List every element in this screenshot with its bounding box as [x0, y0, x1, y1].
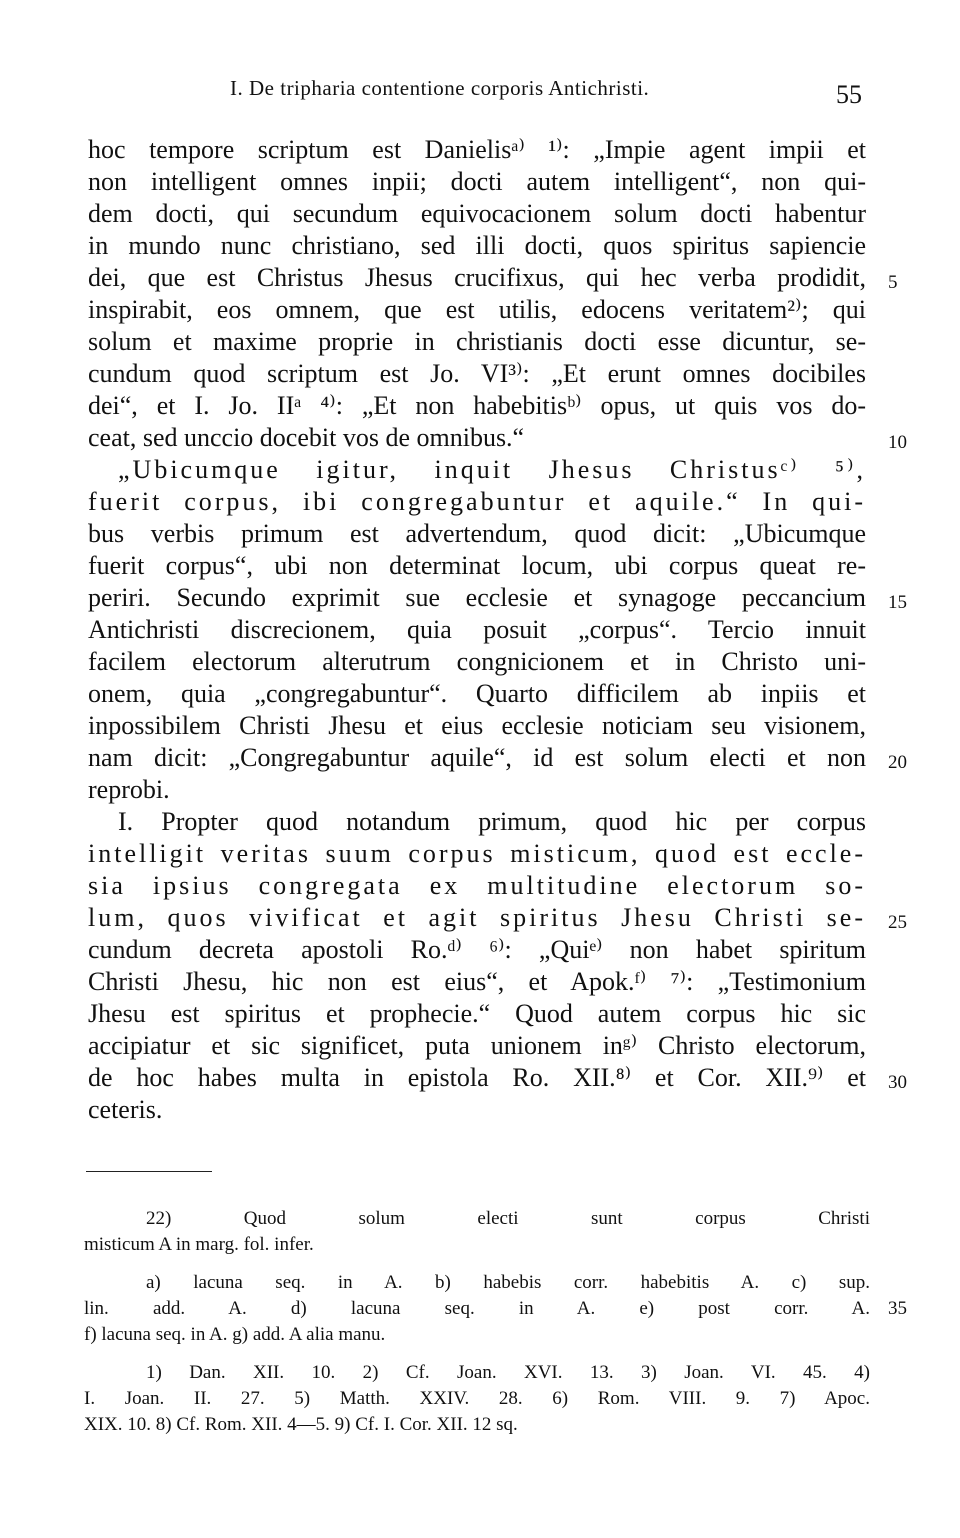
text-line: solum et maxime proprie in christianis docti esse dicuntur, se- [88, 327, 866, 356]
text-line: cundum decreta apostoli Ro.ᵈ⁾ ⁶⁾: „Quiᵉ⁾ non habet spiritum [88, 935, 866, 964]
footnote-rule [86, 1171, 212, 1172]
text-line: ceteris. [88, 1095, 163, 1124]
text-line: facilem electorum alterutrum congnicionem et in Christo uni- [88, 647, 866, 676]
text-line: sia ipsius congregata ex multitudine electorum so- [88, 871, 866, 900]
text-line: ceat, sed unccio docebit vos de omnibus.“ [88, 423, 525, 452]
source-note-line: 1) Dan. XII. 10. 2) Cf. Joan. XVI. 13. 3) Joan. VI. 45. 4) [146, 1362, 870, 1383]
marginal-note-line: 22) Quod solum electi sunt corpus Christi [146, 1208, 870, 1229]
text-line: dei, que est Christus Jhesus crucifixus, qui hec verba prodidit, [88, 263, 866, 292]
text-line: Jhesu est spiritus et prophecie.“ Quod autem corpus hic sic [88, 999, 866, 1028]
text-line: periri. Secundo exprimit sue ecclesie et synagoge peccancium [88, 583, 866, 612]
running-title: I. De tripharia contentione corporis Antichristi. [230, 76, 650, 100]
line-number: 15 [888, 592, 907, 613]
text-line: I. Propter quod notandum primum, quod hic per corpus [118, 807, 866, 836]
text-line: reprobi. [88, 775, 170, 804]
text-line: cundum quod scriptum est Jo. VI³⁾: „Et erunt omnes docibiles [88, 359, 866, 388]
marginal-note-line: misticum A in marg. fol. infer. [84, 1234, 314, 1255]
text-line: bus verbis primum est advertendum, quod dicit: „Ubicumque [88, 519, 866, 548]
text-line: in mundo nunc christiano, sed illi docti, quos spiritus sapiencie [88, 231, 866, 260]
text-line: de hoc habes multa in epistola Ro. XII.⁸⁾ et Cor. XII.⁹⁾ et [88, 1063, 866, 1092]
text-line: fuerit corpus“, ubi non determinat locum, ubi corpus queat re- [88, 551, 866, 580]
text-line: dem docti, qui secundum equivocacionem solum docti habentur [88, 199, 866, 228]
text-line: non intelligent omnes inpii; docti autem intelligent“, non qui- [88, 167, 866, 196]
variant-note-line: a) lacuna seq. in A. b) habebis corr. habebitis A. c) sup. [146, 1272, 870, 1293]
text-line: inspirabit, eos omnem, que est utilis, edocens veritatem²⁾; qui [88, 295, 866, 324]
source-note-line: I. Joan. II. 27. 5) Matth. XXIV. 28. 6) Rom. VIII. 9. 7) Apoc. [84, 1388, 870, 1409]
line-number: 5 [888, 272, 898, 293]
text-line: intelligit veritas suum corpus misticum, quod est eccle- [88, 839, 866, 868]
variant-note-line: f) lacuna seq. in A. g) add. A alia manu. [84, 1324, 386, 1345]
text-line: „Ubicumque igitur, inquit Jhesus Christusᶜ⁾ ⁵⁾, [118, 455, 866, 484]
text-line: onem, quia „congregabuntur“. Quarto difficilem ab inpiis et [88, 679, 866, 708]
line-number: 25 [888, 912, 907, 933]
text-line: hoc tempore scriptum est Danielisᵃ⁾ ¹⁾: „Impie agent impii et [88, 135, 866, 164]
text-line: lum, quos vivificat et agit spiritus Jhesu Christi se- [88, 903, 866, 932]
text-line: fuerit corpus, ibi congregabuntur et aquile.“ In qui- [88, 487, 866, 516]
text-line: accipiatur et sic significet, puta unionem inᵍ⁾ Christo electorum, [88, 1031, 866, 1060]
text-line: nam dicit: „Congregabuntur aquile“, id est solum electi et non [88, 743, 866, 772]
line-number: 35 [888, 1298, 907, 1319]
variant-note-line: lin. add. A. d) lacuna seq. in A. e) post corr. A. [84, 1298, 870, 1319]
text-line: Antichristi discrecionem, quia posuit „corpus“. Tercio innuit [88, 615, 866, 644]
line-number: 20 [888, 752, 907, 773]
text-line: Christi Jhesu, hic non est eius“, et Apok.ᶠ⁾ ⁷⁾: „Testimonium [88, 967, 866, 996]
line-number: 30 [888, 1072, 907, 1093]
page-number: 55 [836, 80, 862, 109]
text-line: inpossibilem Christi Jhesu et eius ecclesie noticiam seu visionem, [88, 711, 866, 740]
text-line: dei“, et I. Jo. IIᵃ ⁴⁾: „Et non habebitisᵇ⁾ opus, ut quis vos do- [88, 391, 866, 420]
source-note-line: XIX. 10. 8) Cf. Rom. XII. 4—5. 9) Cf. I. Cor. XII. 12 sq. [84, 1414, 518, 1435]
line-number: 10 [888, 432, 907, 453]
